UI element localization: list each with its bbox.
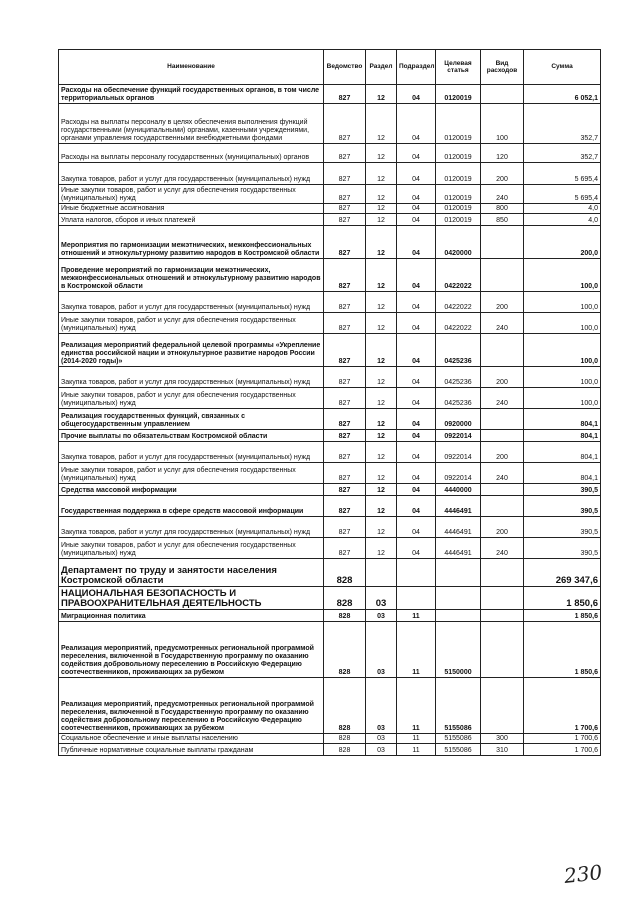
table-row [59, 388, 601, 409]
cell-target: 0922014 [436, 442, 481, 463]
cell-subsection: 04 [397, 430, 436, 442]
cell-target: 0120019 [436, 204, 481, 214]
table-row [59, 226, 601, 259]
cell-subsection: 04 [397, 463, 436, 484]
cell-sum: 4,0 [524, 204, 601, 214]
cell-name: Иные закупки товаров, работ и услуг для обеспечения государственных (муниципальных) нужд [59, 463, 324, 484]
cell-subsection: 04 [397, 484, 436, 496]
cell-subsection: 11 [397, 734, 436, 744]
handwritten-page-number: 230 [562, 860, 604, 888]
cell-subsection: 04 [397, 163, 436, 185]
cell-subsection: 04 [397, 367, 436, 388]
cell-sum: 1 700,6 [524, 678, 601, 734]
cell-ministry: 828 [324, 610, 366, 622]
cell-sum: 100,0 [524, 367, 601, 388]
cell-ministry: 827 [324, 409, 366, 430]
cell-ministry: 828 [324, 734, 366, 744]
table-row [59, 463, 601, 484]
cell-sum: 100,0 [524, 292, 601, 313]
table-row [59, 430, 601, 442]
table-row [59, 517, 601, 538]
cell-subsection: 04 [397, 442, 436, 463]
cell-sum: 100,0 [524, 259, 601, 292]
cell-ministry: 828 [324, 587, 366, 610]
cell-section: 12 [366, 334, 397, 367]
cell-kind: 800 [481, 204, 524, 214]
table-row [59, 104, 601, 144]
cell-ministry: 827 [324, 313, 366, 334]
cell-sum: 1 850,6 [524, 587, 601, 610]
table-row [59, 85, 601, 104]
cell-ministry: 827 [324, 214, 366, 226]
cell-kind: 300 [481, 734, 524, 744]
cell-sum: 1 700,6 [524, 734, 601, 744]
cell-name: Закупка товаров, работ и услуг для государственных (муниципальных) нужд [59, 163, 324, 185]
cell-name: Прочие выплаты по обязательствам Костромской области [59, 430, 324, 442]
cell-section: 03 [366, 744, 397, 756]
cell-kind [481, 622, 524, 678]
cell-target: 0922014 [436, 430, 481, 442]
cell-sum: 804,1 [524, 430, 601, 442]
cell-subsection: 04 [397, 292, 436, 313]
table-row [59, 496, 601, 517]
cell-name: Средства массовой информации [59, 484, 324, 496]
cell-sum: 4,0 [524, 214, 601, 226]
table-header-row [59, 50, 601, 85]
cell-kind [481, 85, 524, 104]
cell-name: Расходы на обеспечение функций государственных органов, в том числе территориальных органов [59, 85, 324, 104]
cell-kind: 200 [481, 292, 524, 313]
cell-section: 12 [366, 313, 397, 334]
cell-target: 4446491 [436, 538, 481, 559]
cell-target: 0422022 [436, 259, 481, 292]
cell-section: 12 [366, 388, 397, 409]
cell-subsection: 04 [397, 409, 436, 430]
cell-target: 5150000 [436, 622, 481, 678]
cell-name: Публичные нормативные социальные выплаты гражданам [59, 744, 324, 756]
cell-kind [481, 496, 524, 517]
cell-kind [481, 559, 524, 587]
cell-target: 0425236 [436, 388, 481, 409]
cell-section: 12 [366, 85, 397, 104]
cell-sum: 5 695,4 [524, 163, 601, 185]
cell-section: 12 [366, 496, 397, 517]
cell-ministry: 827 [324, 85, 366, 104]
cell-ministry: 827 [324, 367, 366, 388]
cell-kind [481, 334, 524, 367]
cell-section: 12 [366, 484, 397, 496]
cell-section: 12 [366, 292, 397, 313]
cell-target: 0120019 [436, 104, 481, 144]
table-row [59, 259, 601, 292]
table-row [59, 163, 601, 185]
cell-sum: 352,7 [524, 104, 601, 144]
cell-name: Иные закупки товаров, работ и услуг для обеспечения государственных (муниципальных) нужд [59, 185, 324, 204]
cell-name: Закупка товаров, работ и услуг для государственных (муниципальных) нужд [59, 517, 324, 538]
cell-section: 12 [366, 144, 397, 163]
cell-target: 0920000 [436, 409, 481, 430]
cell-ministry: 827 [324, 226, 366, 259]
cell-sum: 390,5 [524, 538, 601, 559]
cell-section: 03 [366, 622, 397, 678]
cell-kind: 200 [481, 442, 524, 463]
cell-name: Расходы на выплаты персоналу государственных (муниципальных) органов [59, 144, 324, 163]
cell-ministry: 827 [324, 292, 366, 313]
cell-sum: 100,0 [524, 313, 601, 334]
cell-kind: 240 [481, 313, 524, 334]
table-row [59, 484, 601, 496]
cell-ministry: 827 [324, 517, 366, 538]
table-row [59, 442, 601, 463]
cell-subsection: 11 [397, 678, 436, 734]
cell-target: 0422022 [436, 313, 481, 334]
cell-subsection: 04 [397, 185, 436, 204]
cell-kind: 200 [481, 163, 524, 185]
cell-target: 5155086 [436, 734, 481, 744]
cell-target: 0120019 [436, 214, 481, 226]
cell-kind: 120 [481, 144, 524, 163]
cell-ministry: 827 [324, 144, 366, 163]
cell-ministry: 828 [324, 744, 366, 756]
cell-subsection: 04 [397, 104, 436, 144]
table-row [59, 744, 601, 756]
cell-ministry: 827 [324, 463, 366, 484]
cell-kind [481, 259, 524, 292]
cell-name: Миграционная политика [59, 610, 324, 622]
cell-name: Реализация государственных функций, связанных с общегосударственным управлением [59, 409, 324, 430]
cell-target [436, 559, 481, 587]
table-body [59, 85, 601, 756]
cell-ministry: 827 [324, 484, 366, 496]
cell-section: 03 [366, 587, 397, 610]
cell-ministry: 827 [324, 442, 366, 463]
cell-ministry: 828 [324, 622, 366, 678]
cell-ministry: 827 [324, 185, 366, 204]
header-subsection: Подраздел [397, 50, 436, 85]
table-row [59, 185, 601, 204]
cell-target: 0120019 [436, 144, 481, 163]
cell-ministry: 827 [324, 430, 366, 442]
cell-kind [481, 484, 524, 496]
cell-ministry: 827 [324, 496, 366, 517]
cell-subsection: 04 [397, 496, 436, 517]
cell-target: 4446491 [436, 517, 481, 538]
cell-sum: 1 850,6 [524, 622, 601, 678]
cell-name: Расходы на выплаты персоналу в целях обеспечения выполнения функций государственными (муниципальными) органами, казенными учреждениями, органами управления государственными внебюджетными фондами [59, 104, 324, 144]
cell-ministry: 827 [324, 204, 366, 214]
cell-name: Иные закупки товаров, работ и услуг для обеспечения государственных (муниципальных) нужд [59, 538, 324, 559]
cell-target: 5155086 [436, 744, 481, 756]
cell-ministry: 827 [324, 259, 366, 292]
cell-name: Реализация мероприятий федеральной целевой программы «Укрепление единства российской нации и этнокультурное развитие народов России (2014-2020 годы)» [59, 334, 324, 367]
cell-kind [481, 430, 524, 442]
cell-section: 12 [366, 517, 397, 538]
cell-name: Закупка товаров, работ и услуг для государственных (муниципальных) нужд [59, 367, 324, 388]
cell-sum: 5 695,4 [524, 185, 601, 204]
header-section: Раздел [366, 50, 397, 85]
cell-ministry: 827 [324, 334, 366, 367]
cell-target: 4440000 [436, 484, 481, 496]
cell-sum: 352,7 [524, 144, 601, 163]
table-row [59, 678, 601, 734]
cell-section: 12 [366, 259, 397, 292]
cell-section: 12 [366, 104, 397, 144]
table-row [59, 538, 601, 559]
cell-ministry: 827 [324, 104, 366, 144]
cell-sum: 200,0 [524, 226, 601, 259]
cell-target: 0425236 [436, 334, 481, 367]
cell-ministry: 828 [324, 559, 366, 587]
cell-subsection: 04 [397, 334, 436, 367]
budget-table [58, 49, 601, 756]
cell-sum: 804,1 [524, 463, 601, 484]
cell-section: 12 [366, 214, 397, 226]
cell-name: Департамент по труду и занятости населения Костромской области [59, 559, 324, 587]
cell-sum: 804,1 [524, 442, 601, 463]
header-name: Наименование [59, 50, 324, 85]
table-row [59, 204, 601, 214]
cell-kind: 850 [481, 214, 524, 226]
cell-target: 4446491 [436, 496, 481, 517]
table-row [59, 610, 601, 622]
cell-section: 12 [366, 185, 397, 204]
header-target: Целевая статья [436, 50, 481, 85]
cell-kind [481, 587, 524, 610]
cell-sum: 1 850,6 [524, 610, 601, 622]
cell-subsection: 04 [397, 259, 436, 292]
cell-subsection: 04 [397, 204, 436, 214]
cell-ministry: 828 [324, 678, 366, 734]
cell-target: 0425236 [436, 367, 481, 388]
cell-kind [481, 678, 524, 734]
table-row [59, 367, 601, 388]
cell-target: 0120019 [436, 85, 481, 104]
cell-kind: 240 [481, 538, 524, 559]
cell-subsection: 11 [397, 744, 436, 756]
cell-kind: 310 [481, 744, 524, 756]
cell-subsection: 04 [397, 85, 436, 104]
cell-name: Иные бюджетные ассигнования [59, 204, 324, 214]
cell-section: 12 [366, 226, 397, 259]
cell-sum: 390,5 [524, 484, 601, 496]
cell-section: 12 [366, 463, 397, 484]
cell-subsection: 11 [397, 610, 436, 622]
cell-subsection [397, 559, 436, 587]
cell-name: Социальное обеспечение и иные выплаты населению [59, 734, 324, 744]
cell-section: 12 [366, 204, 397, 214]
cell-kind: 240 [481, 463, 524, 484]
cell-kind [481, 610, 524, 622]
header-sum: Сумма [524, 50, 601, 85]
cell-target [436, 587, 481, 610]
cell-target: 0420000 [436, 226, 481, 259]
cell-subsection: 04 [397, 313, 436, 334]
cell-ministry: 827 [324, 538, 366, 559]
cell-target: 0422022 [436, 292, 481, 313]
cell-ministry: 827 [324, 163, 366, 185]
cell-target: 0922014 [436, 463, 481, 484]
cell-section: 12 [366, 409, 397, 430]
table-row [59, 559, 601, 587]
cell-sum: 6 052,1 [524, 85, 601, 104]
cell-subsection [397, 587, 436, 610]
cell-sum: 390,5 [524, 496, 601, 517]
cell-sum: 100,0 [524, 388, 601, 409]
cell-sum: 100,0 [524, 334, 601, 367]
table-row [59, 622, 601, 678]
cell-sum: 269 347,6 [524, 559, 601, 587]
table-row [59, 587, 601, 610]
cell-name: Реализация мероприятий, предусмотренных региональной программой переселения, включенной в Государственную программу по оказанию содействия добровольному переселению в Российскую Федерацию соотечественников, проживающих за рубежом [59, 622, 324, 678]
cell-name: Государственная поддержка в сфере средств массовой информации [59, 496, 324, 517]
cell-section: 12 [366, 430, 397, 442]
cell-section: 12 [366, 367, 397, 388]
table-row [59, 292, 601, 313]
cell-section: 12 [366, 442, 397, 463]
header-ministry: Ведомство [324, 50, 366, 85]
cell-kind: 240 [481, 185, 524, 204]
cell-subsection: 04 [397, 538, 436, 559]
cell-subsection: 04 [397, 517, 436, 538]
cell-subsection: 11 [397, 622, 436, 678]
cell-kind: 100 [481, 104, 524, 144]
cell-subsection: 04 [397, 144, 436, 163]
cell-subsection: 04 [397, 388, 436, 409]
cell-target: 5155086 [436, 678, 481, 734]
cell-ministry: 827 [324, 388, 366, 409]
cell-section: 12 [366, 538, 397, 559]
cell-name: Мероприятия по гармонизации межэтнических, межконфессиональных отношений и этнокультурному развитию народов в Костромской области [59, 226, 324, 259]
table-row [59, 734, 601, 744]
cell-name: Уплата налогов, сборов и иных платежей [59, 214, 324, 226]
cell-section: 03 [366, 678, 397, 734]
cell-sum: 1 700,6 [524, 744, 601, 756]
cell-kind: 200 [481, 367, 524, 388]
cell-target: 0120019 [436, 163, 481, 185]
cell-sum: 390,5 [524, 517, 601, 538]
cell-name: Иные закупки товаров, работ и услуг для обеспечения государственных (муниципальных) нужд [59, 313, 324, 334]
cell-kind: 200 [481, 517, 524, 538]
table-row [59, 334, 601, 367]
cell-subsection: 04 [397, 226, 436, 259]
cell-name: НАЦИОНАЛЬНАЯ БЕЗОПАСНОСТЬ И ПРАВООХРАНИТЕЛЬНАЯ ДЕЯТЕЛЬНОСТЬ [59, 587, 324, 610]
cell-name: Иные закупки товаров, работ и услуг для обеспечения государственных (муниципальных) нужд [59, 388, 324, 409]
header-kind: Вид расходов [481, 50, 524, 85]
table-row [59, 409, 601, 430]
cell-target: 0120019 [436, 185, 481, 204]
cell-target [436, 610, 481, 622]
cell-subsection: 04 [397, 214, 436, 226]
table-row [59, 313, 601, 334]
cell-section [366, 559, 397, 587]
cell-name: Закупка товаров, работ и услуг для государственных (муниципальных) нужд [59, 442, 324, 463]
table-row [59, 214, 601, 226]
cell-kind [481, 226, 524, 259]
cell-section: 12 [366, 163, 397, 185]
cell-name: Проведение мероприятий по гармонизации межэтнических, межконфессиональных отношений и этнокультурному развитию народов в Костромской области [59, 259, 324, 292]
cell-name: Реализация мероприятий, предусмотренных региональной программой переселения, включенной в Государственную программу по оказанию содействия добровольному переселению в Российскую Федерацию соотечественников, проживающих за рубежом [59, 678, 324, 734]
cell-section: 03 [366, 610, 397, 622]
cell-sum: 804,1 [524, 409, 601, 430]
cell-kind: 240 [481, 388, 524, 409]
cell-name: Закупка товаров, работ и услуг для государственных (муниципальных) нужд [59, 292, 324, 313]
table-row [59, 144, 601, 163]
cell-kind [481, 409, 524, 430]
cell-section: 03 [366, 734, 397, 744]
